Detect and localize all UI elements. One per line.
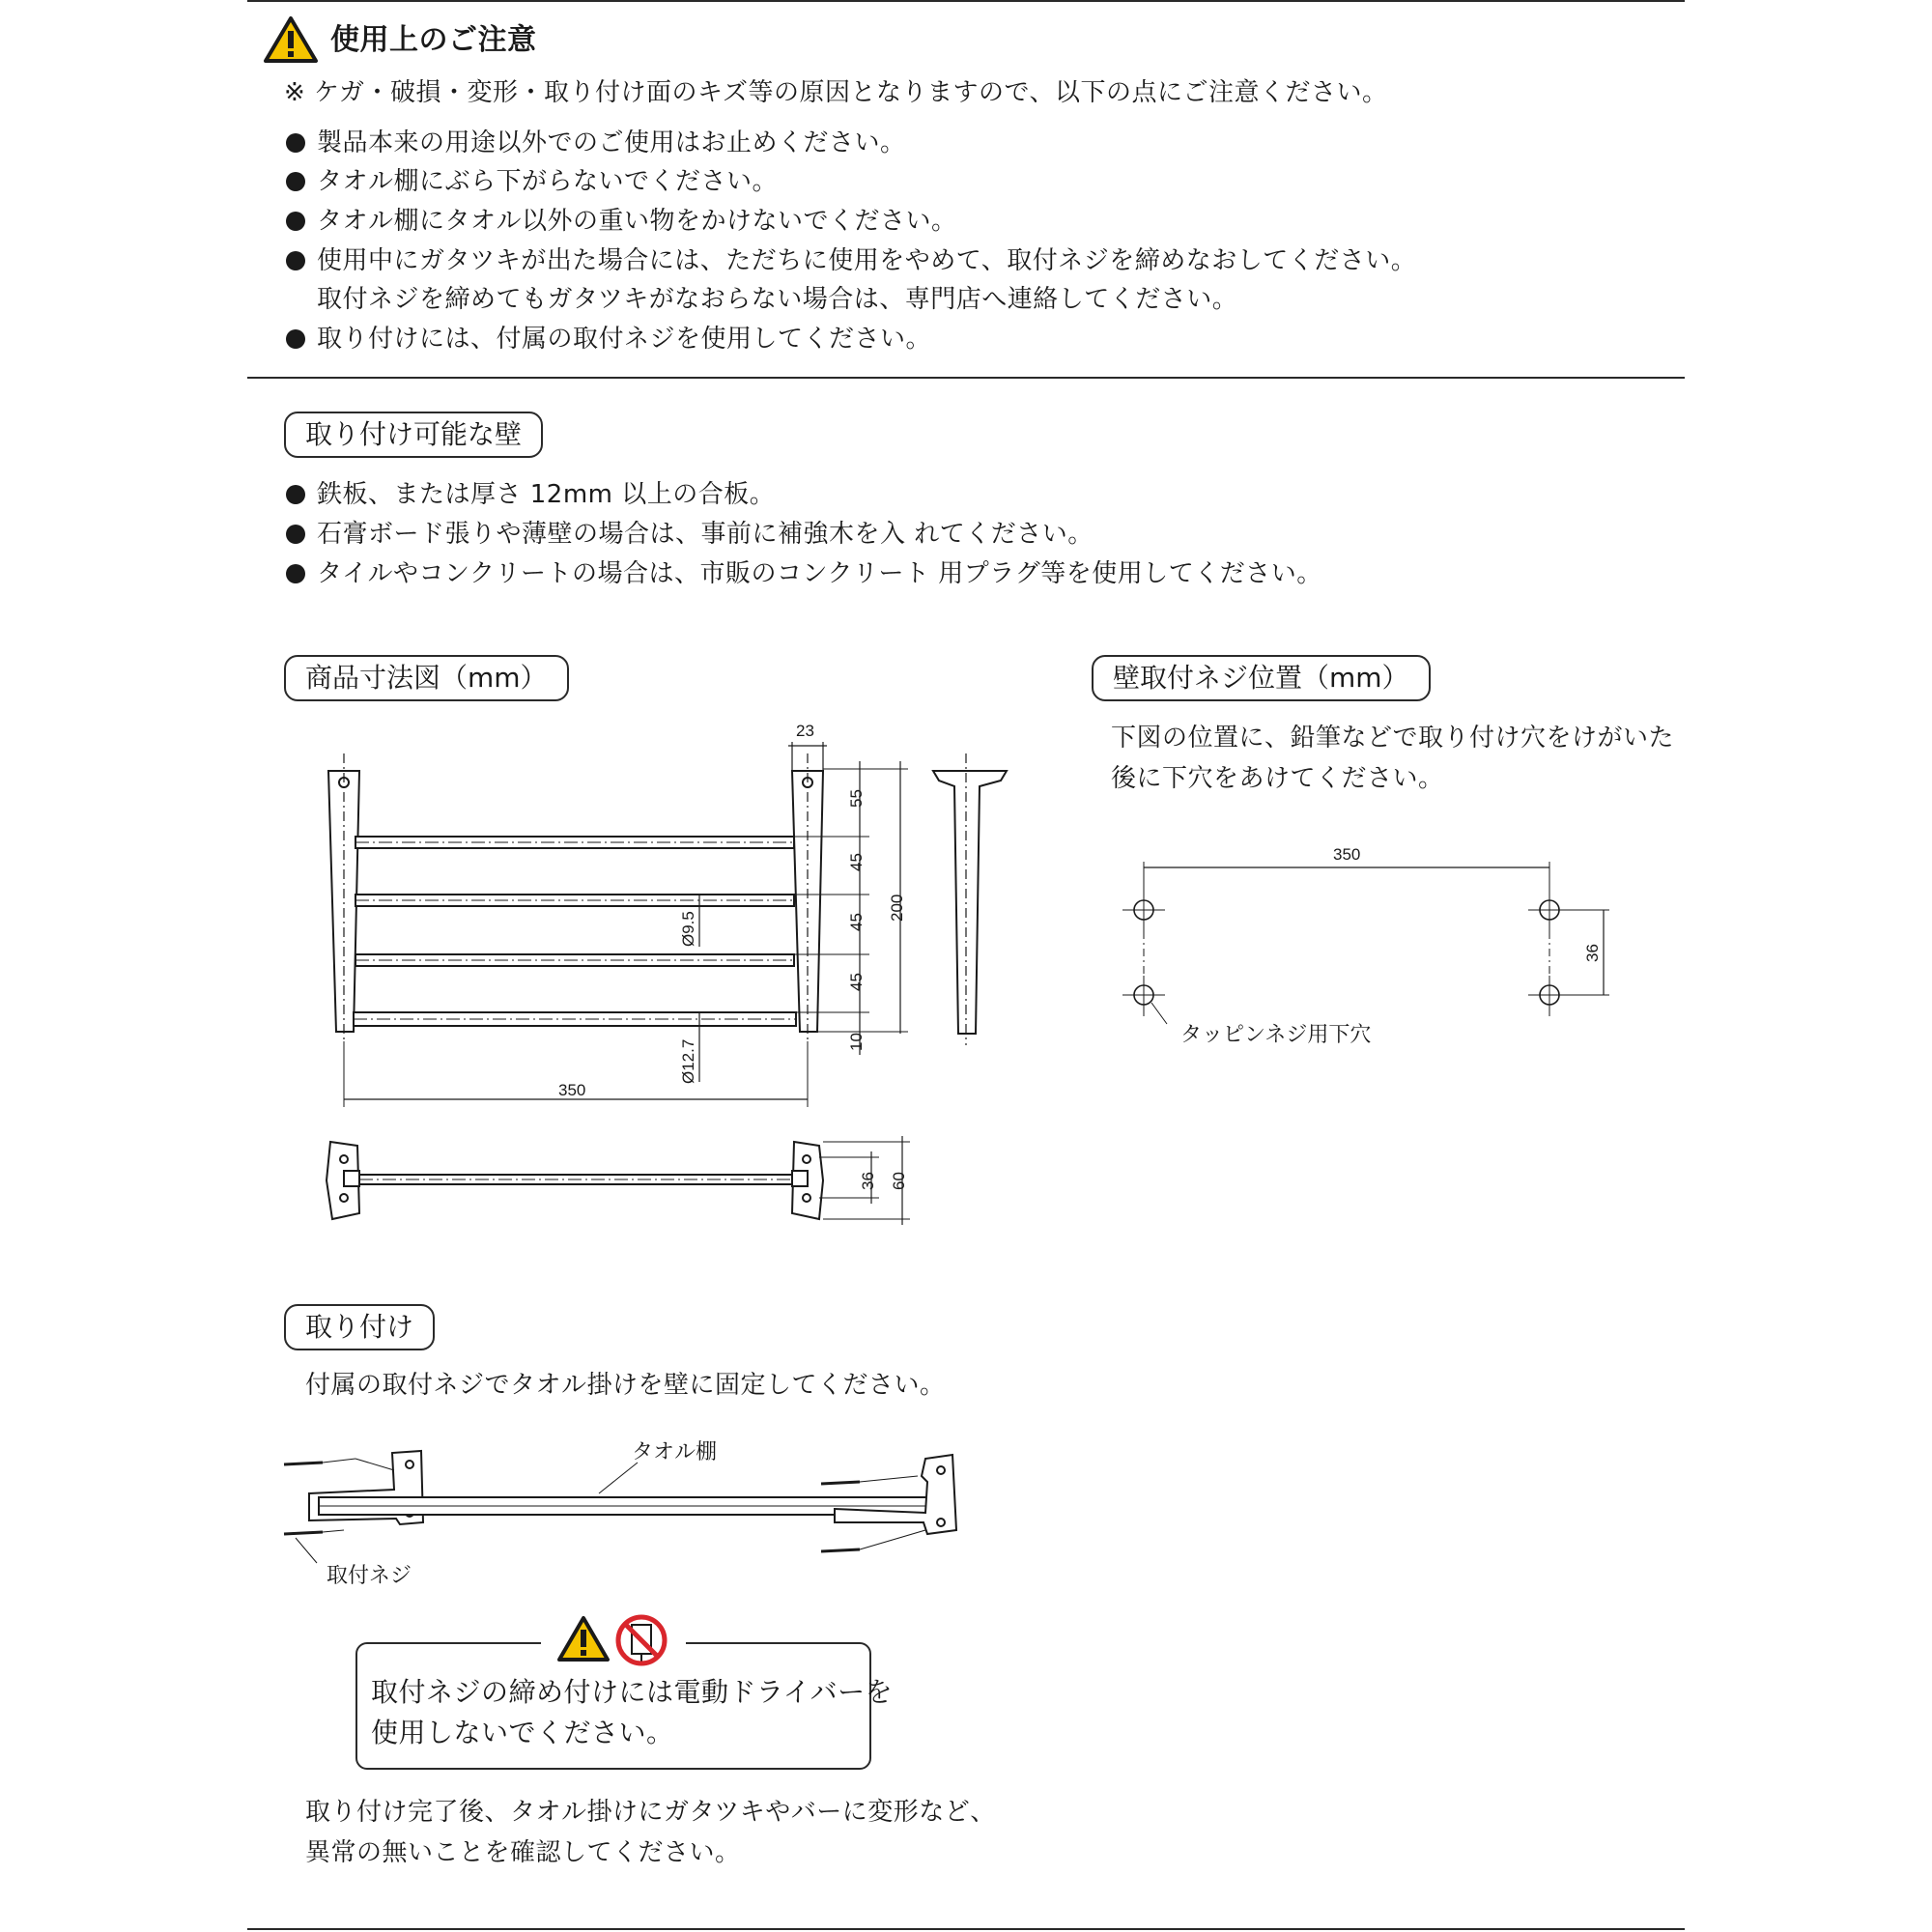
dim-350: 350: [558, 1081, 586, 1099]
caution-bullet: タオル棚にタオル以外の重い物をかけないでください。: [286, 202, 957, 241]
section-divider: [247, 377, 1685, 379]
screw-hole: [1122, 891, 1165, 931]
caution-bullet: 製品本来の用途以外でのご使用はお止めください。: [286, 124, 906, 162]
dim-phi127: Ø12.7: [679, 1038, 697, 1084]
label-mounting-screw: 取付ネジ: [327, 1564, 412, 1588]
dimensions-tag: 商品寸法図（mm）: [284, 655, 569, 701]
screw-hole: [1122, 976, 1165, 1016]
caution-bullet: タオル棚にぶら下がらないでください。: [286, 162, 778, 201]
dim-45: 45: [847, 973, 866, 991]
bullet-dot: [286, 564, 305, 583]
caution-title: 使用上のご注意: [330, 23, 537, 57]
dim-phi95: Ø9.5: [679, 911, 697, 947]
screw-position-drawing: [1111, 831, 1633, 1063]
final-text: 取り付け完了後、タオル掛けにガタツキやバーに変形など、: [305, 1798, 996, 1827]
dim-200: 200: [888, 894, 906, 922]
top-rule: [247, 0, 1685, 2]
bullet-dot: [286, 212, 305, 231]
screw-dim-350: 350: [1333, 845, 1361, 864]
bullet-dot: [286, 485, 305, 504]
caution-bullet: 取り付けには、付属の取付ネジを使用してください。: [286, 320, 931, 358]
caution-note: ※ ケガ・破損・変形・取り付け面のキズ等の原因となりますので、以下の点にご注意ください。: [284, 78, 1388, 107]
screw-hole: [1528, 976, 1571, 1016]
label-towel-shelf: タオル棚: [632, 1440, 718, 1464]
warning-text: 取付ネジの締め付けには電動ドライバーを: [371, 1676, 894, 1708]
warning-icon: [263, 15, 319, 64]
install-drawing: [280, 1430, 976, 1604]
dim-23: 23: [796, 722, 814, 740]
walls-bullet: タイルやコンクリートの場合は、市販のコンクリート 用プラグ等を使用してください。: [286, 554, 1322, 593]
install-text: 付属の取付ネジでタオル掛けを壁に固定してください。: [305, 1371, 946, 1400]
screw-position-desc: 下図の位置に、鉛筆などで取り付け穴をけがいた: [1111, 724, 1675, 753]
bottom-rule: [247, 1928, 1685, 1930]
install-tag: 取り付け: [284, 1304, 435, 1350]
hole-label: タッピンネジ用下穴: [1180, 1023, 1372, 1047]
screw-position-tag: 壁取付ネジ位置（mm）: [1092, 655, 1431, 701]
final-text: 異常の無いことを確認してください。: [305, 1838, 741, 1867]
dimension-drawing: [309, 715, 1043, 1236]
dim-55: 55: [847, 789, 866, 808]
warning-icon: [556, 1615, 611, 1663]
screw-position-desc: 後に下穴をあけてください。: [1111, 764, 1444, 793]
dim-60: 60: [890, 1172, 908, 1190]
walls-bullet: 石膏ボード張りや薄壁の場合は、事前に補強木を入 れてください。: [286, 515, 1094, 554]
top-view: [327, 1136, 910, 1225]
caution-continuation: 取付ネジを締めてもガタツキがなおらない場合は、専門店へ連絡してください。: [317, 285, 1238, 314]
front-view: [328, 742, 908, 1107]
dim-10: 10: [847, 1033, 866, 1051]
dim-36: 36: [859, 1172, 877, 1190]
no-power-driver-icon: [614, 1613, 668, 1667]
screw-hole: [1528, 891, 1571, 931]
bullet-dot: [286, 329, 305, 349]
warning-text: 使用しないでください。: [371, 1717, 674, 1748]
bullet-dot: [286, 172, 305, 191]
dim-45: 45: [847, 913, 866, 931]
dim-45: 45: [847, 853, 866, 871]
bullet-dot: [286, 525, 305, 544]
walls-bullet: 鉄板、または厚さ 12mm 以上の合板。: [286, 475, 775, 514]
side-view: [933, 753, 1007, 1045]
bullet-dot: [286, 251, 305, 270]
walls-tag: 取り付け可能な壁: [284, 412, 543, 458]
caution-bullet: 使用中にガタツキが出た場合には、ただちに使用をやめて、取付ネジを締めなおしてください。: [286, 242, 1416, 280]
screw-dim-36: 36: [1583, 944, 1602, 962]
bullet-dot: [286, 133, 305, 153]
